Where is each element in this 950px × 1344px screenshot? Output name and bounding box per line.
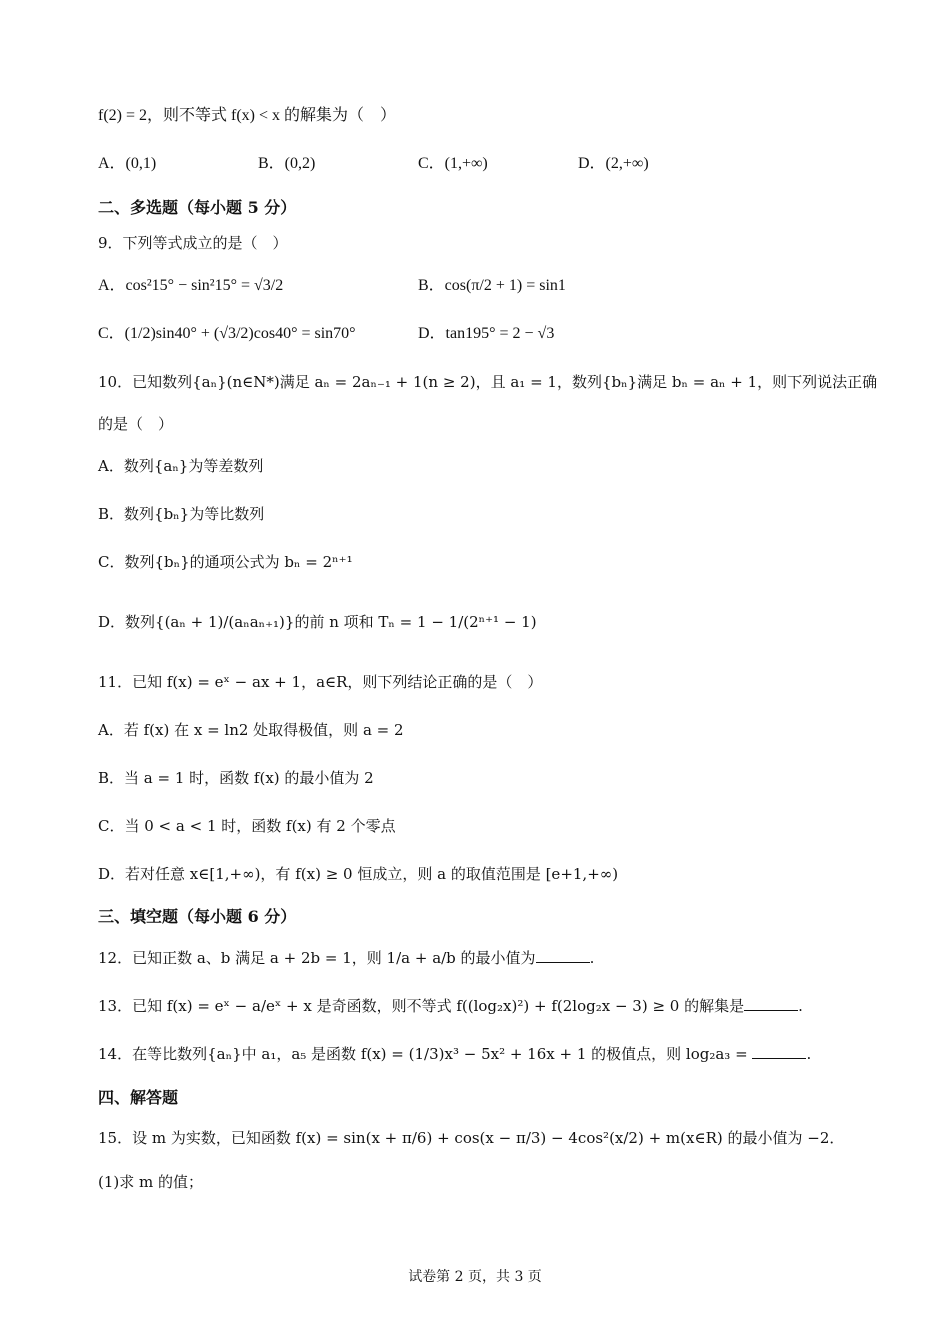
question-14: 14．在等比数列{aₙ}中 a₁，a₅ 是函数 f(x) = (1/3)x³ − 5x² + 16x + 1 的极值点，则 log₂a₃ = . [98,1045,812,1063]
question-10-line-1: 10．已知数列{aₙ}(n∈N*)满足 aₙ = 2aₙ₋₁ + 1(n ≥ 2)，且 a₁ = 1，数列{bₙ}满足 bₙ = aₙ + 1，则下列说法正确 [98,373,878,391]
q8-option-d: D．(2,+∞) [578,155,649,172]
q9-option-d: D．tan195° = 2 − √3 [418,325,555,342]
question-13: 13．已知 f(x) = eˣ − a/eˣ + x 是奇函数，则不等式 f((log₂x)²) + f(2log₂x − 3) ≥ 0 的解集是 . [98,997,803,1015]
q11-option-a: A．若 f(x) 在 x = ln2 处取得极值，则 a = 2 [98,721,404,739]
answer-blank [536,948,590,963]
q9-option-a: A．cos²15° − sin²15° = √3/2 [98,277,284,294]
q10-option-a: A．数列{aₙ}为等差数列 [98,457,264,475]
answer-blank [744,996,798,1011]
question-11: 11．已知 f(x) = eˣ − ax + 1，a∈R，则下列结论正确的是（ ） [98,673,543,691]
q10-option-d: D．数列{(aₙ + 1)/(aₙaₙ₊₁)}的前 n 项和 Tₙ = 1 − 1/(2ⁿ⁺¹ − 1) [98,613,537,631]
question-8-continuation: f(2) = 2，则不等式 f(x) < x 的解集为（ ） [98,107,397,124]
question-14-text: 14．在等比数列{aₙ}中 a₁，a₅ 是函数 f(x) = (1/3)x³ − 5x² + 16x + 1 的极值点，则 log₂a₃ = [98,1045,748,1063]
question-15: 15．设 m 为实数，已知函数 f(x) = sin(x + π/6) + cos(x − π/3) − 4cos²(x/2) + m(x∈R) 的最小值为 −2． [98,1129,845,1147]
question-12: 12．已知正数 a、b 满足 a + 2b = 1，则 1/a + a/b 的最小值为 . [98,949,595,967]
section-heading-solutions: 四、解答题 [98,1088,179,1107]
q10-option-c: C．数列{bₙ}的通项公式为 bₙ = 2ⁿ⁺¹ [98,553,353,571]
question-9: 9．下列等式成立的是（ ） [98,234,288,252]
question-15-part-1: (1)求 m 的值； [98,1173,204,1191]
q11-option-c: C．当 0 < a < 1 时，函数 f(x) 有 2 个零点 [98,817,396,835]
q10-option-b: B．数列{bₙ}为等比数列 [98,505,265,523]
q11-option-b: B．当 a = 1 时，函数 f(x) 的最小值为 2 [98,769,374,787]
page-footer: 试卷第 2 页，共 3 页 [408,1269,542,1285]
question-12-text: 12．已知正数 a、b 满足 a + 2b = 1，则 1/a + a/b 的最小值为 [98,949,536,967]
q9-option-b: B．cos(π/2 + 1) = sin1 [418,277,566,294]
section-heading-multiple-choice: 二、多选题（每小题 5 分） [98,198,297,217]
answer-blank [752,1044,806,1059]
q8-option-a: A．(0,1) [98,155,157,172]
section-heading-fill-in: 三、填空题（每小题 6 分） [98,907,297,926]
question-13-text: 13．已知 f(x) = eˣ − a/eˣ + x 是奇函数，则不等式 f((log₂x)²) + f(2log₂x − 3) ≥ 0 的解集是 [98,997,745,1015]
q9-option-c: C．(1/2)sin40° + (√3/2)cos40° = sin70° [98,325,356,342]
q8-option-b: B．(0,2) [258,155,316,172]
q8-option-c: C．(1,+∞) [418,155,488,172]
q11-option-d: D．若对任意 x∈[1,+∞)，有 f(x) ≥ 0 恒成立，则 a 的取值范围是 [e+1,+∞) [98,865,619,883]
question-10-line-2: 的是（ ） [98,415,174,433]
